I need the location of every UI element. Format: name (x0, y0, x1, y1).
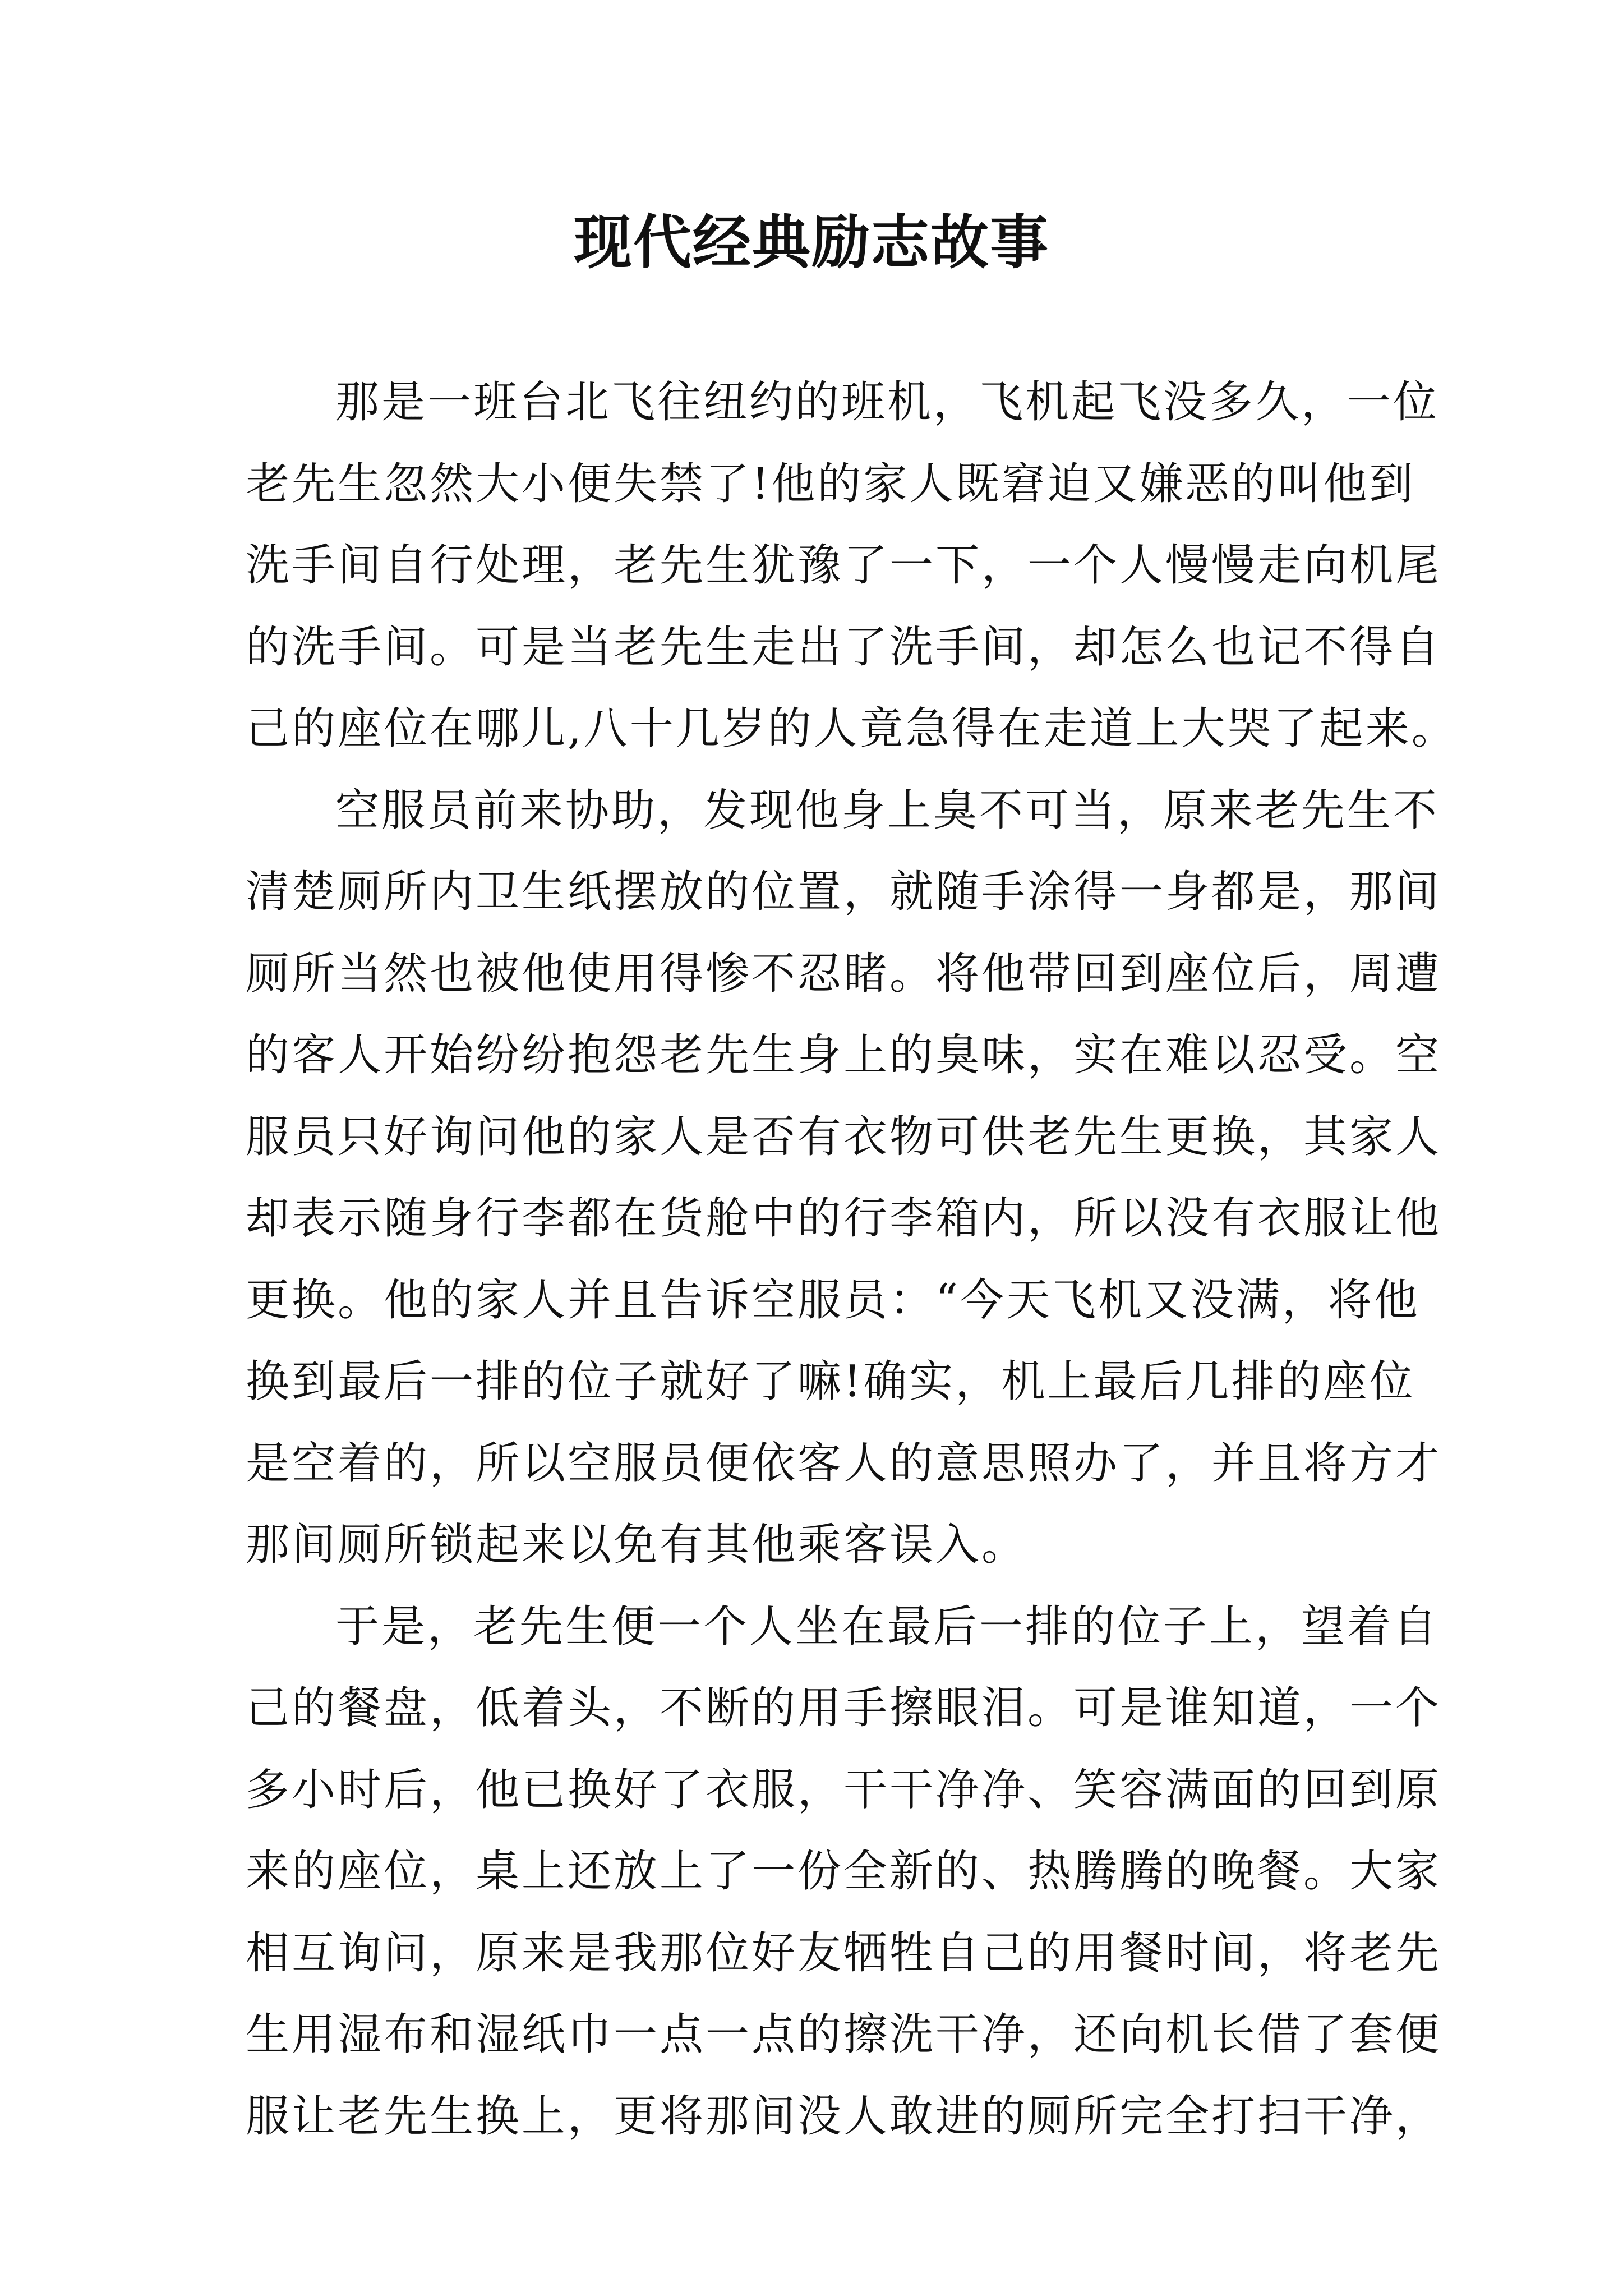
paragraph-line: 换到最后一排的位子就好了嘛!确实，机上最后几排的座位 (246, 1356, 1415, 1407)
paragraph-line: 那间厕所锁起来以免有其他乘客误入。 (246, 1520, 1028, 1570)
paragraph-line: 于是，老先生便一个人坐在最后一排的位子上，望着自 (335, 1601, 1440, 1652)
paragraph-line: 老先生忽然大小便失禁了!他的家人既窘迫又嫌恶的叫他到 (246, 458, 1415, 509)
paragraph-line: 那是一班台北飞往纽约的班机，飞机起飞没多久，一位 (335, 377, 1440, 427)
paragraph-line: 多小时后，他已换好了衣服，干干净净、笑容满面的回到原 (246, 1764, 1442, 1815)
paragraph-line: 相互询问，原来是我那位好友牺牲自己的用餐时间，将老先 (246, 1927, 1442, 1978)
document-body (246, 362, 1458, 2157)
paragraph-line: 来的座位，桌上还放上了一份全新的、热腾腾的晚餐。大家 (246, 1846, 1442, 1897)
paragraph-line: 却表示随身行李都在货舱中的行李箱内，所以没有衣服让他 (246, 1193, 1442, 1244)
paragraph-line: 洗手间自行处理，老先生犹豫了一下，一个人慢慢走向机尾 (246, 540, 1442, 591)
paragraph-line: 己的座位在哪儿,八十几岁的人竟急得在走道上大哭了起来。 (246, 703, 1458, 754)
document-title: 现代经典励志故事 (573, 208, 1049, 277)
paragraph-line: 服让老先生换上，更将那间没人敢进的厕所完全打扫干净， (246, 2091, 1442, 2142)
paragraph-line: 是空着的，所以空服员便依客人的意思照办了，并且将方才 (246, 1438, 1442, 1489)
paragraph-line: 更换。他的家人并且告诉空服员：“今天飞机又没满，将他 (246, 1274, 1420, 1326)
paragraph-line: 的客人开始纷纷抱怨老先生身上的臭味，实在难以忍受。空 (246, 1030, 1442, 1080)
paragraph-line: 己的餐盘，低着头，不断的用手擦眼泪。可是谁知道，一个 (246, 1683, 1442, 1733)
paragraph-line: 空服员前来协助，发现他身上臭不可当，原来老先生不 (335, 785, 1440, 836)
paragraph-line: 厕所当然也被他使用得惨不忍睹。将他带回到座位后，周遭 (246, 948, 1442, 999)
paragraph-line: 的洗手间。可是当老先生走出了洗手间，却怎么也记不得自 (246, 622, 1442, 673)
paragraph-line: 生用湿布和湿纸巾一点一点的擦洗干净，还向机长借了套便 (246, 2009, 1442, 2060)
paragraph-line: 服员只好询问他的家人是否有衣物可供老先生更换，其家人 (246, 1111, 1442, 1162)
paragraph-line: 清楚厕所内卫生纸摆放的位置，就随手涂得一身都是，那间 (246, 867, 1442, 917)
